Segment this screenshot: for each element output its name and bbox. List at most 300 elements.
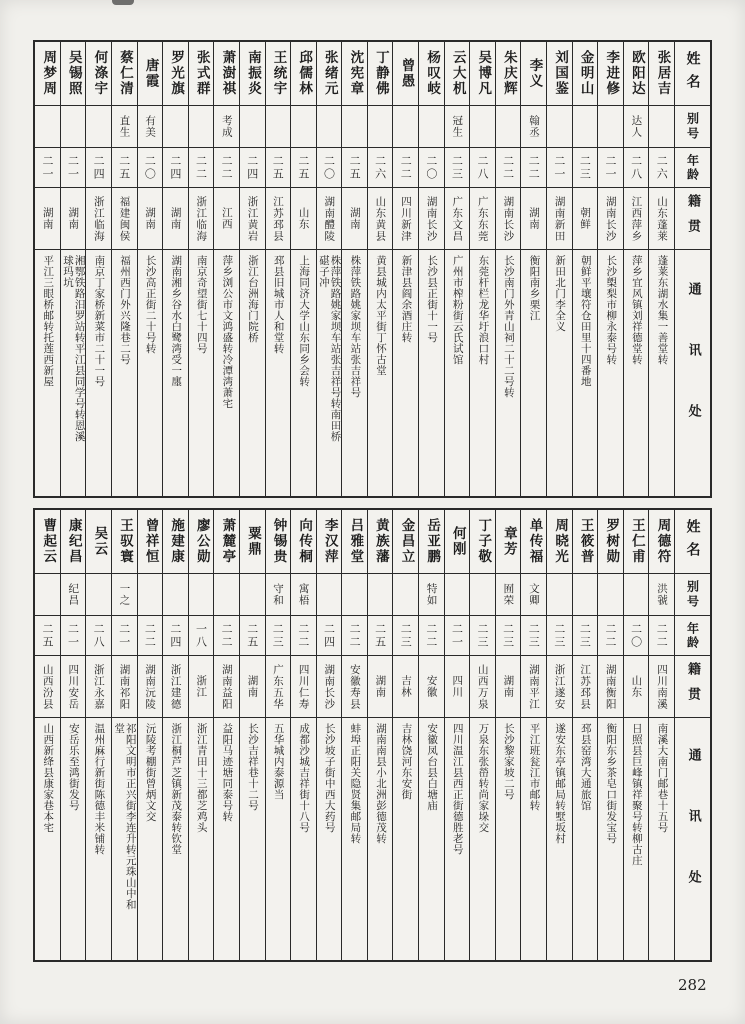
- person-alias-cell: [61, 574, 86, 616]
- person-column: [265, 42, 291, 496]
- person-address-cell: [266, 718, 291, 960]
- person-alias-cell: [521, 574, 546, 616]
- person-column: [469, 510, 495, 960]
- person-age-cell: [138, 148, 163, 188]
- person-address: 衡阳东乡茶皂口街发宝号: [605, 723, 618, 844]
- person-native: 湖南: [502, 675, 515, 698]
- person-native-cell: [61, 656, 86, 718]
- person-name-cell: [624, 42, 649, 106]
- person-address-cell: [598, 250, 623, 496]
- person-native: 浙江: [195, 675, 208, 698]
- person-address: 衡阳南乡栗江: [528, 255, 541, 321]
- person-age: 二二: [399, 154, 413, 181]
- person-address-cell: [112, 250, 137, 496]
- person-age: 二四: [168, 154, 182, 181]
- person-age-cell: [35, 148, 60, 188]
- person-name-cell: [547, 42, 572, 106]
- person-alias: 翰丞: [527, 115, 540, 138]
- person-native-cell: [138, 656, 163, 718]
- person-age: 二一: [117, 622, 131, 649]
- person-address-cell: [649, 718, 674, 960]
- person-name: 施建康: [168, 518, 185, 565]
- person-alias-cell: [368, 106, 393, 148]
- person-address: 成都沙城吉祥街十八号: [298, 723, 311, 833]
- person-name-cell: [598, 42, 623, 106]
- person-column: [520, 42, 546, 496]
- person-name: 蔡仁清: [116, 50, 133, 97]
- person-alias: 洪虢: [655, 583, 668, 606]
- person-native-cell: [624, 188, 649, 250]
- person-column: [162, 510, 188, 960]
- person-address: 蚌埠正阳关隐贤集邮局转: [349, 723, 362, 844]
- person-alias-cell: [266, 106, 291, 148]
- person-age-cell: [368, 616, 393, 656]
- person-age-cell: [598, 148, 623, 188]
- person-address: 长沙坡子街中西大药号: [323, 723, 336, 833]
- person-age-cell: [189, 616, 214, 656]
- person-address-cell: [189, 250, 214, 496]
- person-name-cell: [393, 42, 418, 106]
- person-column: [469, 42, 495, 496]
- person-address: 广州市榨粉街云氏试馆: [451, 255, 464, 365]
- person-alias-cell: [342, 106, 367, 148]
- person-age: 二五: [245, 622, 259, 649]
- person-name: 李汉萍: [321, 518, 338, 565]
- person-address-cell: [573, 250, 598, 496]
- header-alias-label-cell: [675, 574, 710, 616]
- person-address: 萍乡浏公市文鸿盛转冷潭湾萧宅: [221, 255, 234, 409]
- person-age-cell: [624, 616, 649, 656]
- person-alias: 达人: [630, 115, 643, 138]
- person-native-cell: [496, 188, 521, 250]
- person-address: 上海同济大学山东同乡会转: [298, 255, 311, 387]
- person-address: 长沙南门外青山祠二十二号转: [502, 255, 515, 398]
- person-alias-cell: [496, 574, 521, 616]
- person-address: 浙江青田十三都芝鸡头: [195, 723, 208, 833]
- person-age: 二二: [501, 154, 515, 181]
- person-name: 云大机: [449, 50, 466, 97]
- person-column: [111, 42, 137, 496]
- person-address: 南溪大南门邮巷十五号: [656, 723, 669, 833]
- person-alias-cell: [35, 106, 60, 148]
- person-age: 二五: [40, 622, 54, 649]
- person-native: 湖南长沙: [604, 195, 617, 242]
- person-native-cell: [138, 188, 163, 250]
- person-address-cell: [393, 250, 418, 496]
- person-age-cell: [189, 148, 214, 188]
- person-age: 二八: [92, 622, 106, 649]
- person-native: 江苏邳县: [272, 195, 285, 242]
- person-name-cell: [189, 42, 214, 106]
- person-alias: 纪昌: [67, 583, 80, 606]
- person-name-cell: [112, 510, 137, 574]
- person-address-cell: [470, 250, 495, 496]
- person-native-cell: [189, 656, 214, 718]
- person-native-cell: [214, 188, 239, 250]
- person-address-cell: [573, 718, 598, 960]
- person-address-cell: [266, 250, 291, 496]
- person-name-cell: [291, 510, 316, 574]
- person-native: 江苏邳县: [579, 663, 592, 710]
- person-alias-cell: [496, 106, 521, 148]
- person-address-cell: [291, 250, 316, 496]
- person-address: 新田北门李全义: [554, 255, 567, 332]
- person-name: 金昌立: [398, 518, 415, 565]
- person-age: 二二: [220, 622, 234, 649]
- person-address: 浙江台洲海门院桥: [246, 255, 259, 343]
- person-alias-cell: [342, 574, 367, 616]
- person-alias-cell: [86, 574, 111, 616]
- person-age-cell: [163, 148, 188, 188]
- person-column: [316, 42, 342, 496]
- person-native: 安徽: [425, 675, 438, 698]
- person-name: 王仁甫: [628, 518, 645, 565]
- person-alias: 守和: [272, 583, 285, 606]
- person-age-cell: [547, 148, 572, 188]
- person-name-cell: [419, 510, 444, 574]
- person-age-cell: [112, 148, 137, 188]
- person-address: 黄县城内太平街丁怀古堂: [374, 255, 387, 376]
- person-alias-cell: [214, 574, 239, 616]
- person-name: 吴博凡: [475, 50, 492, 97]
- person-name: 王筱普: [577, 518, 594, 565]
- person-address: 湘鄂铁路汨罗站转平江县同学号转恩溪球玛坑: [62, 255, 86, 442]
- person-alias-cell: [547, 574, 572, 616]
- person-address-cell: [163, 250, 188, 496]
- person-name: 曹起云: [40, 518, 57, 565]
- person-column: [495, 510, 521, 960]
- header-contact-label: 通讯处: [685, 747, 701, 931]
- person-name-cell: [189, 510, 214, 574]
- person-alias-cell: [138, 106, 163, 148]
- person-age-cell: [470, 148, 495, 188]
- person-name-cell: [470, 42, 495, 106]
- person-name-cell: [291, 42, 316, 106]
- person-alias-cell: [138, 574, 163, 616]
- person-address: 湖南湘乡谷水白鹭湾受一廛: [170, 255, 183, 387]
- person-alias-cell: [649, 574, 674, 616]
- person-native-cell: [419, 188, 444, 250]
- person-alias: 直生: [118, 115, 131, 138]
- person-alias-cell: [317, 106, 342, 148]
- header-age-label: 年龄: [685, 621, 700, 650]
- person-column: [213, 510, 239, 960]
- person-column: [341, 42, 367, 496]
- person-age: 二〇: [424, 154, 438, 181]
- person-alias: 文卿: [527, 583, 540, 606]
- person-native: 浙江建德: [169, 663, 182, 710]
- person-column: [111, 510, 137, 960]
- person-name-cell: [419, 42, 444, 106]
- person-age-cell: [35, 616, 60, 656]
- person-name: 黄族藩: [372, 518, 389, 565]
- person-native: 湖南沅陵: [144, 663, 157, 710]
- person-name-cell: [163, 42, 188, 106]
- person-native-cell: [240, 188, 265, 250]
- header-contact-label-cell: [675, 718, 710, 960]
- person-alias-cell: [573, 574, 598, 616]
- header-column: [674, 42, 710, 496]
- person-address: 福州西门外兴隆巷二号: [119, 255, 131, 365]
- person-native-cell: [547, 656, 572, 718]
- person-name-cell: [393, 510, 418, 574]
- person-alias-cell: [317, 574, 342, 616]
- person-age-cell: [240, 616, 265, 656]
- person-name: 杨叹岐: [424, 50, 441, 97]
- person-name-cell: [547, 510, 572, 574]
- person-native-cell: [547, 188, 572, 250]
- person-native: 朝鲜: [579, 207, 592, 230]
- person-alias-cell: [470, 574, 495, 616]
- person-name-cell: [342, 510, 367, 574]
- person-name: 曾愚: [398, 58, 415, 89]
- person-name-cell: [266, 42, 291, 106]
- person-address-cell: [496, 718, 521, 960]
- person-address-cell: [214, 250, 239, 496]
- person-alias-cell: [649, 106, 674, 148]
- person-age: 二三: [399, 622, 413, 649]
- person-age-cell: [649, 616, 674, 656]
- person-address: 株萍铁路姚家坝车站张吉祥号: [349, 255, 362, 398]
- person-address-cell: [547, 250, 572, 496]
- person-age: 二三: [476, 622, 490, 649]
- person-age: 二五: [348, 154, 362, 181]
- person-name: 罗树勋: [603, 518, 620, 565]
- person-address: 温州麻行新街陈德丰米铺转: [93, 723, 106, 855]
- person-native: 浙江临海: [92, 195, 105, 242]
- person-native-cell: [342, 188, 367, 250]
- person-alias-cell: [470, 106, 495, 148]
- person-age: 二二: [604, 622, 618, 649]
- person-address-cell: [189, 718, 214, 960]
- person-name-cell: [496, 510, 521, 574]
- person-alias-cell: [112, 106, 137, 148]
- person-alias-cell: [214, 106, 239, 148]
- person-name: 吴锡照: [65, 50, 82, 97]
- person-address: 安岳乐至鸿街发号: [67, 723, 80, 811]
- person-native: 四川南溪: [655, 663, 668, 710]
- person-native-cell: [496, 656, 521, 718]
- person-alias-cell: [521, 106, 546, 148]
- person-age-cell: [214, 148, 239, 188]
- person-column: [85, 510, 111, 960]
- person-native-cell: [35, 188, 60, 250]
- person-age-cell: [342, 148, 367, 188]
- person-native: 福建闽侯: [118, 195, 131, 242]
- person-age: 二四: [168, 622, 182, 649]
- header-age-label-cell: [675, 616, 710, 656]
- person-age: 二五: [271, 154, 285, 181]
- person-alias-cell: [291, 574, 316, 616]
- person-name: 张式群: [193, 50, 210, 97]
- header-name-label-cell: [675, 42, 710, 106]
- person-column: [316, 510, 342, 960]
- person-name: 萧澍祺: [219, 50, 236, 97]
- person-age-cell: [138, 616, 163, 656]
- person-alias-cell: [393, 574, 418, 616]
- person-native-cell: [521, 188, 546, 250]
- person-age-cell: [291, 616, 316, 656]
- person-native: 湖南: [67, 207, 80, 230]
- person-age-cell: [291, 148, 316, 188]
- person-name: 萧麓亭: [219, 518, 236, 565]
- person-column: [572, 510, 598, 960]
- person-name: 何刚: [449, 526, 466, 557]
- header-name-label-cell: [675, 510, 710, 574]
- person-alias-cell: [598, 574, 623, 616]
- person-age-cell: [445, 616, 470, 656]
- person-native-cell: [163, 656, 188, 718]
- person-name: 曾祥恒: [142, 518, 159, 565]
- person-native: 湖南长沙: [502, 195, 515, 242]
- header-alias-label: 别号: [685, 111, 700, 142]
- person-address-cell: [214, 718, 239, 960]
- person-column: [418, 42, 444, 496]
- person-name-cell: [61, 42, 86, 106]
- person-name: 周晓光: [552, 518, 569, 565]
- person-native-cell: [240, 656, 265, 718]
- person-name: 岳亚鹏: [424, 518, 441, 565]
- person-age-cell: [86, 148, 111, 188]
- person-name: 丁子敬: [475, 518, 492, 565]
- person-address: 遂安东亭镇邮局转墅坂村: [554, 723, 567, 844]
- person-native-cell: [317, 188, 342, 250]
- person-column: [572, 42, 598, 496]
- person-native-cell: [35, 656, 60, 718]
- person-address-cell: [240, 718, 265, 960]
- person-age: 二一: [66, 622, 80, 649]
- person-column: [546, 510, 572, 960]
- person-column: [623, 510, 649, 960]
- person-alias: 有美: [144, 115, 157, 138]
- person-address-cell: [240, 250, 265, 496]
- person-native-cell: [214, 656, 239, 718]
- person-alias-cell: [598, 106, 623, 148]
- person-address-cell: [496, 250, 521, 496]
- person-column: [520, 510, 546, 960]
- person-native: 江西: [220, 207, 233, 230]
- person-address-cell: [291, 718, 316, 960]
- person-address-cell: [649, 250, 674, 496]
- person-address-cell: [419, 718, 444, 960]
- person-native: 江西萍乡: [630, 195, 643, 242]
- person-column: [392, 510, 418, 960]
- person-native-cell: [189, 188, 214, 250]
- person-age: 二四: [245, 154, 259, 181]
- person-name-cell: [214, 510, 239, 574]
- person-native: 湖南: [144, 207, 157, 230]
- person-address-cell: [61, 250, 86, 496]
- header-contact-label-cell: [675, 250, 710, 496]
- header-alias-label-cell: [675, 106, 710, 148]
- person-native-cell: [86, 656, 111, 718]
- person-address-cell: [112, 718, 137, 960]
- person-name-cell: [521, 510, 546, 574]
- person-alias-cell: [240, 106, 265, 148]
- person-native-cell: [86, 188, 111, 250]
- person-age: 二五: [373, 622, 387, 649]
- person-name-cell: [240, 510, 265, 574]
- person-age: 二三: [578, 154, 592, 181]
- person-age: 二三: [578, 622, 592, 649]
- person-alias-cell: [266, 574, 291, 616]
- person-name: 单传福: [526, 518, 543, 565]
- person-age: 二二: [655, 622, 669, 649]
- person-name-cell: [598, 510, 623, 574]
- person-column: [546, 42, 572, 496]
- person-column: [265, 510, 291, 960]
- person-address: 朝鲜平壤符仓田里十四番地: [579, 255, 592, 387]
- person-name-cell: [86, 510, 111, 574]
- person-age-cell: [317, 616, 342, 656]
- person-age: 二五: [296, 154, 310, 181]
- person-native-cell: [521, 656, 546, 718]
- person-age-cell: [240, 148, 265, 188]
- person-address: 长沙县正街十一号: [426, 255, 439, 343]
- person-address: 益阳马迹塘同泰号转: [221, 723, 234, 822]
- header-name-label: 姓名: [684, 50, 701, 97]
- person-address-cell: [317, 718, 342, 960]
- person-alias-cell: [419, 106, 444, 148]
- header-column: [674, 510, 710, 960]
- person-address-cell: [138, 250, 163, 496]
- person-native: 湖南: [348, 207, 361, 230]
- person-name-cell: [521, 42, 546, 106]
- person-name: 康纪昌: [65, 518, 82, 565]
- person-native: 山东蓬莱: [655, 195, 668, 242]
- person-name-cell: [445, 510, 470, 574]
- person-native-cell: [598, 188, 623, 250]
- person-name: 周梦周: [40, 50, 57, 97]
- person-alias-cell: [445, 106, 470, 148]
- person-native: 浙江永嘉: [92, 663, 105, 710]
- person-native: 四川: [451, 675, 464, 698]
- person-age: 一八: [194, 622, 208, 649]
- person-age-cell: [521, 616, 546, 656]
- person-address-cell: [35, 718, 60, 960]
- person-age: 二三: [501, 622, 515, 649]
- person-native-cell: [291, 188, 316, 250]
- person-address-cell: [317, 250, 342, 496]
- person-age-cell: [496, 616, 521, 656]
- person-age-cell: [393, 148, 418, 188]
- person-name: 吴云: [91, 526, 108, 557]
- person-column: [444, 42, 470, 496]
- person-column: [239, 510, 265, 960]
- person-native: 湖南: [41, 207, 54, 230]
- person-age: 二一: [450, 622, 464, 649]
- person-native-cell: [61, 188, 86, 250]
- person-address: 安徽凤台县白塘庙: [426, 723, 439, 811]
- person-address: 株萍铁路姚家坝车站张吉祥号转南田桥碪子冲: [317, 255, 342, 442]
- person-native-cell: [393, 188, 418, 250]
- person-name-cell: [35, 42, 60, 106]
- person-address: 蓬莱东湖水集一善堂转: [656, 255, 669, 365]
- page-number: 282: [678, 976, 707, 994]
- person-column: [137, 510, 163, 960]
- person-name-cell: [138, 510, 163, 574]
- person-name: 周德符: [654, 518, 671, 565]
- person-age: 二三: [271, 622, 285, 649]
- person-alias: 冠生: [451, 115, 464, 138]
- person-native: 湖南长沙: [425, 195, 438, 242]
- person-name-cell: [112, 42, 137, 106]
- person-address-cell: [61, 718, 86, 960]
- person-native-cell: [419, 656, 444, 718]
- person-native-cell: [112, 656, 137, 718]
- person-alias-cell: [35, 574, 60, 616]
- person-age: 二一: [66, 154, 80, 181]
